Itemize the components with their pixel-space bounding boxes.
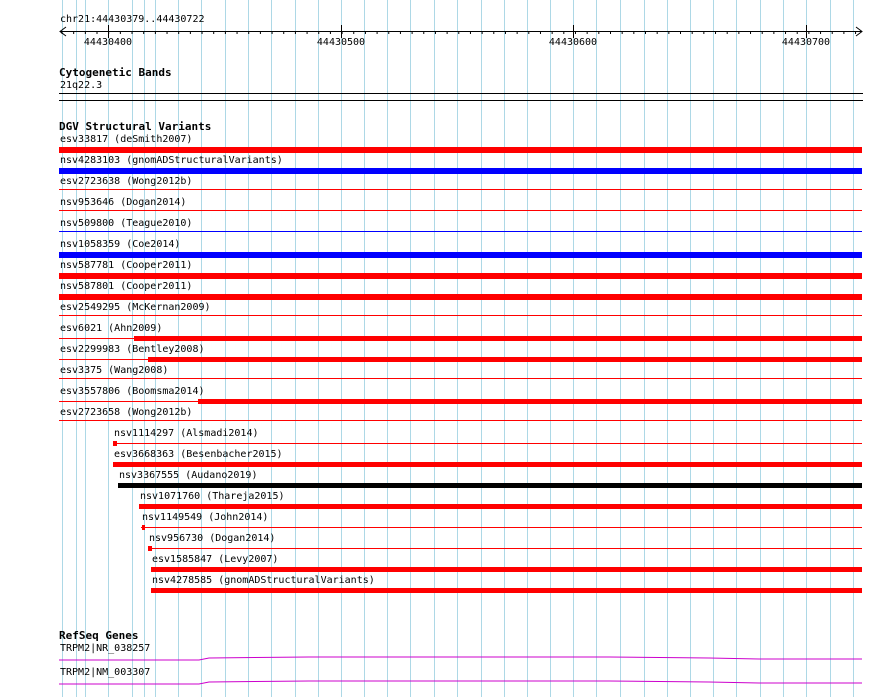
variant-bar[interactable] xyxy=(118,483,862,488)
ruler-tick-label: 44430600 xyxy=(548,37,598,48)
variant-label[interactable]: nsv956730 (Dogan2014) xyxy=(149,533,276,544)
variant-extent-line xyxy=(59,401,862,402)
variant-label[interactable]: nsv4278585 (gnomADStructuralVariants) xyxy=(152,575,375,586)
variant-extent-line xyxy=(148,548,862,549)
variant-label[interactable]: nsv1149549 (John2014) xyxy=(142,512,269,523)
variant-label[interactable]: nsv1058359 (Coe2014) xyxy=(60,239,181,250)
variant-label[interactable]: nsv509800 (Teague2010) xyxy=(60,218,193,229)
variant-label[interactable]: esv6021 (Ahn2009) xyxy=(60,323,163,334)
track-divider xyxy=(59,100,863,101)
variant-bar[interactable] xyxy=(151,588,862,593)
variant-bar[interactable] xyxy=(139,504,862,509)
variant-label[interactable]: nsv953646 (Dogan2014) xyxy=(60,197,187,208)
dgv-track-title: DGV Structural Variants xyxy=(59,120,212,133)
coordinate-ruler[interactable] xyxy=(0,0,890,60)
gene-model[interactable] xyxy=(59,654,863,664)
variant-extent-line xyxy=(113,443,862,444)
refseq-track-title: RefSeq Genes xyxy=(59,629,139,642)
cytoband-label[interactable]: 21q22.3 xyxy=(60,80,103,91)
variant-extent-line xyxy=(59,338,862,339)
variant-label[interactable]: esv1585847 (Levy2007) xyxy=(152,554,279,565)
variant-bar[interactable] xyxy=(59,315,862,316)
cytoband-track-title: Cytogenetic Bands xyxy=(59,66,172,79)
variant-bar[interactable] xyxy=(59,189,862,190)
variant-label[interactable]: esv2549295 (McKernan2009) xyxy=(60,302,211,313)
variant-bar[interactable] xyxy=(59,210,862,211)
variant-bar[interactable] xyxy=(59,252,862,258)
variant-bar[interactable] xyxy=(151,567,862,572)
variant-bar[interactable] xyxy=(59,294,862,300)
variant-bar[interactable] xyxy=(59,420,862,421)
variant-label[interactable]: nsv587781 (Cooper2011) xyxy=(60,260,193,271)
variant-label[interactable]: nsv587801 (Cooper2011) xyxy=(60,281,193,292)
variant-label[interactable]: nsv1071760 (Thareja2015) xyxy=(140,491,285,502)
ruler-tick-label: 44430700 xyxy=(781,37,831,48)
variant-bar[interactable] xyxy=(113,462,862,467)
ruler-tick-label: 44430400 xyxy=(83,37,133,48)
variant-bar[interactable] xyxy=(59,378,862,379)
variant-extent-line xyxy=(59,359,862,360)
variant-label[interactable]: esv3557806 (Boomsma2014) xyxy=(60,386,205,397)
variant-label[interactable]: esv33817 (deSmith2007) xyxy=(60,134,193,145)
variant-extent-line xyxy=(141,527,862,528)
variant-label[interactable]: esv2723658 (Wong2012b) xyxy=(60,407,193,418)
ruler-tick-label: 44430500 xyxy=(316,37,366,48)
variant-label[interactable]: nsv3367555 (Audano2019) xyxy=(119,470,258,481)
variant-bar[interactable] xyxy=(59,273,862,279)
variant-label[interactable]: esv2723638 (Wong2012b) xyxy=(60,176,193,187)
locus-label: chr21:44430379..44430722 xyxy=(60,14,205,25)
variant-bar[interactable] xyxy=(59,147,862,153)
cytoband-bar[interactable] xyxy=(59,93,863,94)
variant-bar[interactable] xyxy=(59,168,862,174)
variant-label[interactable]: esv3668363 (Besenbacher2015) xyxy=(114,449,283,460)
variant-bar[interactable] xyxy=(59,231,862,232)
variant-label[interactable]: nsv4283103 (gnomADStructuralVariants) xyxy=(60,155,283,166)
variant-label[interactable]: nsv1114297 (Alsmadi2014) xyxy=(114,428,259,439)
gene-label[interactable]: TRPM2|NR_038257 xyxy=(60,643,151,654)
variant-label[interactable]: esv3375 (Wang2008) xyxy=(60,365,169,376)
gene-model[interactable] xyxy=(59,678,863,688)
gene-label[interactable]: TRPM2|NM_003307 xyxy=(60,667,151,678)
variant-label[interactable]: esv2299983 (Bentley2008) xyxy=(60,344,205,355)
